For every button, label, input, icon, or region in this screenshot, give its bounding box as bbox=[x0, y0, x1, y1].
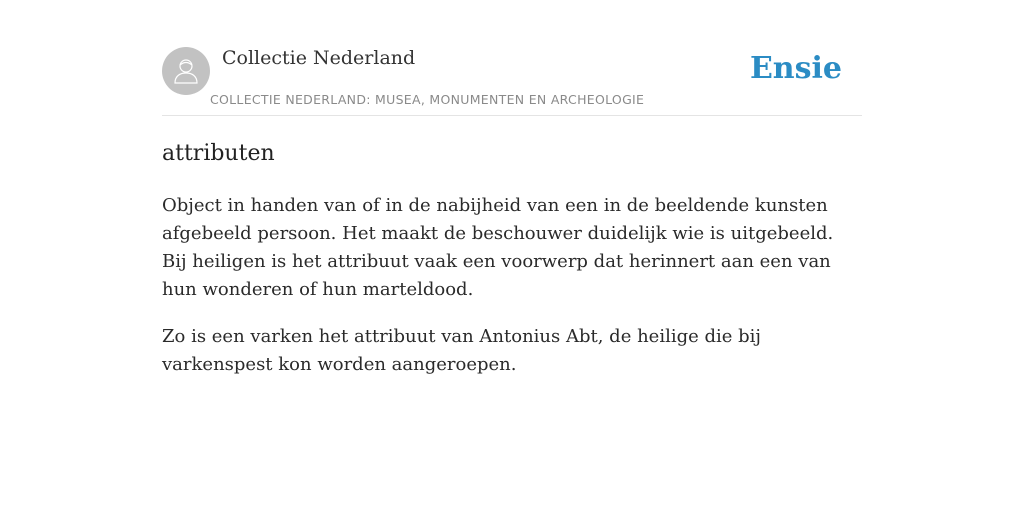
paragraph: Object in handen van of in de nabijheid van een in de beeldende kunsten afgebeeld persoon. Het maakt de beschouwer duidelijk wie is uitgebeeld. Bij heiligen is het attribuut vaak een voorwerp dat herinnert aan een van hun wonderen of hun marteldood. bbox=[162, 195, 834, 300]
author-name[interactable]: Collectie Nederland bbox=[222, 47, 416, 69]
author-subtitle[interactable]: COLLECTIE NEDERLAND: MUSEA, MONUMENTEN EN ARCHEOLOGIE bbox=[210, 92, 645, 107]
page-container bbox=[162, 0, 862, 375]
header bbox=[162, 0, 862, 116]
paragraph: Zo is een varken het attribuut van Antonius Abt, de heilige die bij varkenspest kon worden aangeroepen. bbox=[162, 326, 762, 375]
article-body bbox=[162, 192, 862, 398]
user-silhouette-icon bbox=[171, 56, 201, 86]
page-title: attributen bbox=[162, 141, 275, 166]
avatar[interactable] bbox=[162, 47, 210, 95]
ensie-logo[interactable]: Ensie bbox=[749, 51, 842, 86]
